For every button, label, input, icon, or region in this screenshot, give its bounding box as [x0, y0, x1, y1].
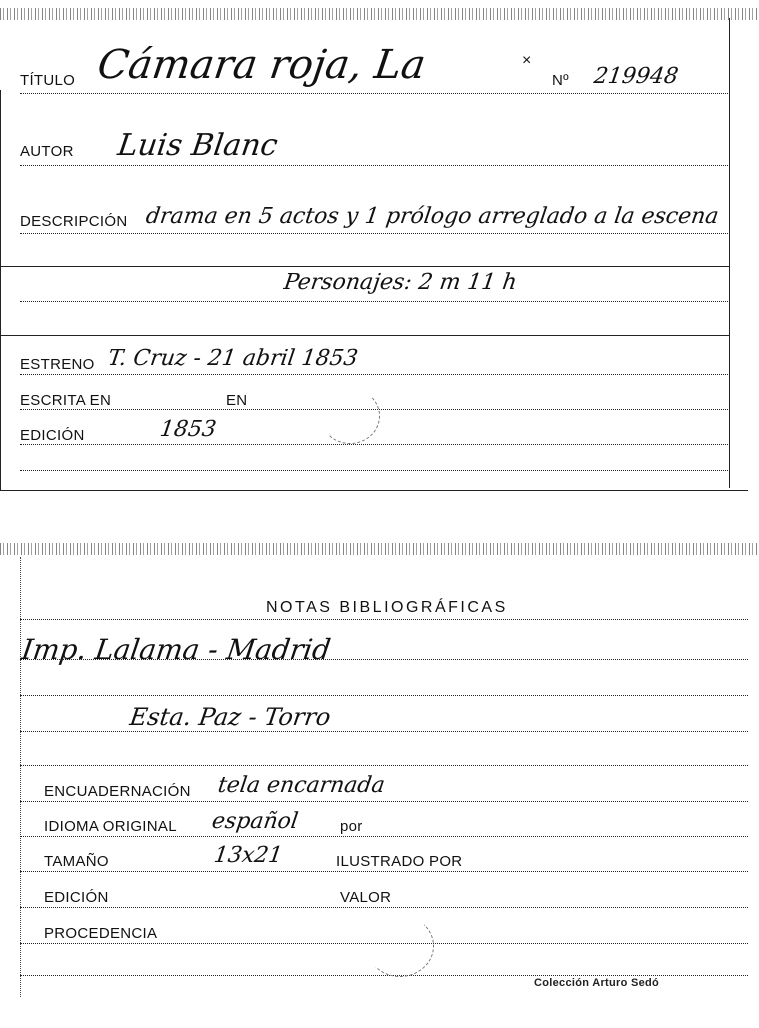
card-top-edge	[0, 8, 759, 20]
descripcion-rule-4	[0, 335, 730, 336]
descripcion-label: DESCRIPCIÓN	[20, 213, 128, 230]
card-bottom-top-edge	[0, 543, 759, 555]
encuadernacion-label: ENCUADERNACIÓN	[44, 783, 191, 800]
idioma-value: español	[210, 809, 300, 834]
descripcion-rule-3	[20, 301, 730, 302]
escrita-label: ESCRITA EN	[20, 392, 112, 409]
notas-rule-1	[20, 619, 748, 620]
stamp-circle	[320, 388, 380, 444]
por-label: por	[340, 818, 363, 835]
estreno-rule	[20, 374, 730, 375]
autor-label: AUTOR	[20, 143, 74, 160]
ilustrado-label: ILUSTRADO POR	[336, 853, 463, 870]
notas-rule-4	[20, 731, 748, 732]
edicion-bottom-rule	[20, 907, 748, 908]
estreno-value: T. Cruz - 21 abril 1853	[106, 346, 360, 371]
estreno-label: ESTRENO	[20, 356, 95, 373]
titulo-label: TÍTULO	[20, 72, 76, 89]
idioma-rule	[20, 836, 748, 837]
descripcion-value: drama en 5 actos y 1 prólogo arreglado a la escena	[144, 204, 721, 229]
notas-heading: NOTAS BIBLIOGRÁFICAS	[266, 599, 508, 616]
encuadernacion-rule	[20, 801, 748, 802]
numero-label: Nº	[552, 72, 569, 89]
titulo-rule	[20, 93, 730, 94]
edicion-value: 1853	[158, 417, 218, 442]
descripcion-value-2: Personajes: 2 m 11 h	[282, 270, 519, 295]
tamano-rule	[20, 871, 748, 872]
descripcion-rule-2	[0, 266, 730, 267]
card-bottom-edge	[0, 490, 748, 491]
card-right-border	[729, 18, 730, 488]
final-rule	[20, 975, 748, 976]
catalog-card-top	[0, 0, 759, 495]
notas-rule-5	[20, 765, 748, 766]
valor-label: VALOR	[340, 889, 392, 906]
blank-rule	[20, 470, 730, 471]
autor-rule	[20, 165, 730, 166]
notas-line-1: Imp. Lalama - Madrid	[19, 633, 333, 666]
card-left-margin	[20, 557, 21, 997]
card-left-border	[0, 90, 1, 490]
edicion-bottom-label: EDICIÓN	[44, 889, 109, 906]
en-label: EN	[226, 392, 248, 409]
idioma-label: IDIOMA ORIGINAL	[44, 818, 177, 835]
tamano-value: 13x21	[212, 843, 285, 868]
autor-value: Luis Blanc	[115, 128, 280, 163]
notas-line-2: Esta. Paz - Torro	[128, 703, 333, 731]
notas-rule-3	[20, 695, 748, 696]
tamano-label: TAMAÑO	[44, 853, 109, 870]
collection-footer: Colección Arturo Sedó	[534, 977, 660, 989]
edicion-rule	[20, 444, 730, 445]
edicion-label: EDICIÓN	[20, 427, 85, 444]
numero-value: 219948	[592, 64, 680, 89]
catalog-card-bottom	[0, 535, 759, 1005]
stamp-circle-bottom	[366, 915, 434, 977]
titulo-value: Cámara roja, La	[94, 42, 429, 88]
encuadernacion-value: tela encarnada	[216, 773, 387, 798]
descripcion-rule	[20, 233, 730, 234]
corner-mark: ×	[522, 52, 532, 69]
notas-rule-2	[20, 659, 748, 660]
procedencia-label: PROCEDENCIA	[44, 925, 158, 942]
